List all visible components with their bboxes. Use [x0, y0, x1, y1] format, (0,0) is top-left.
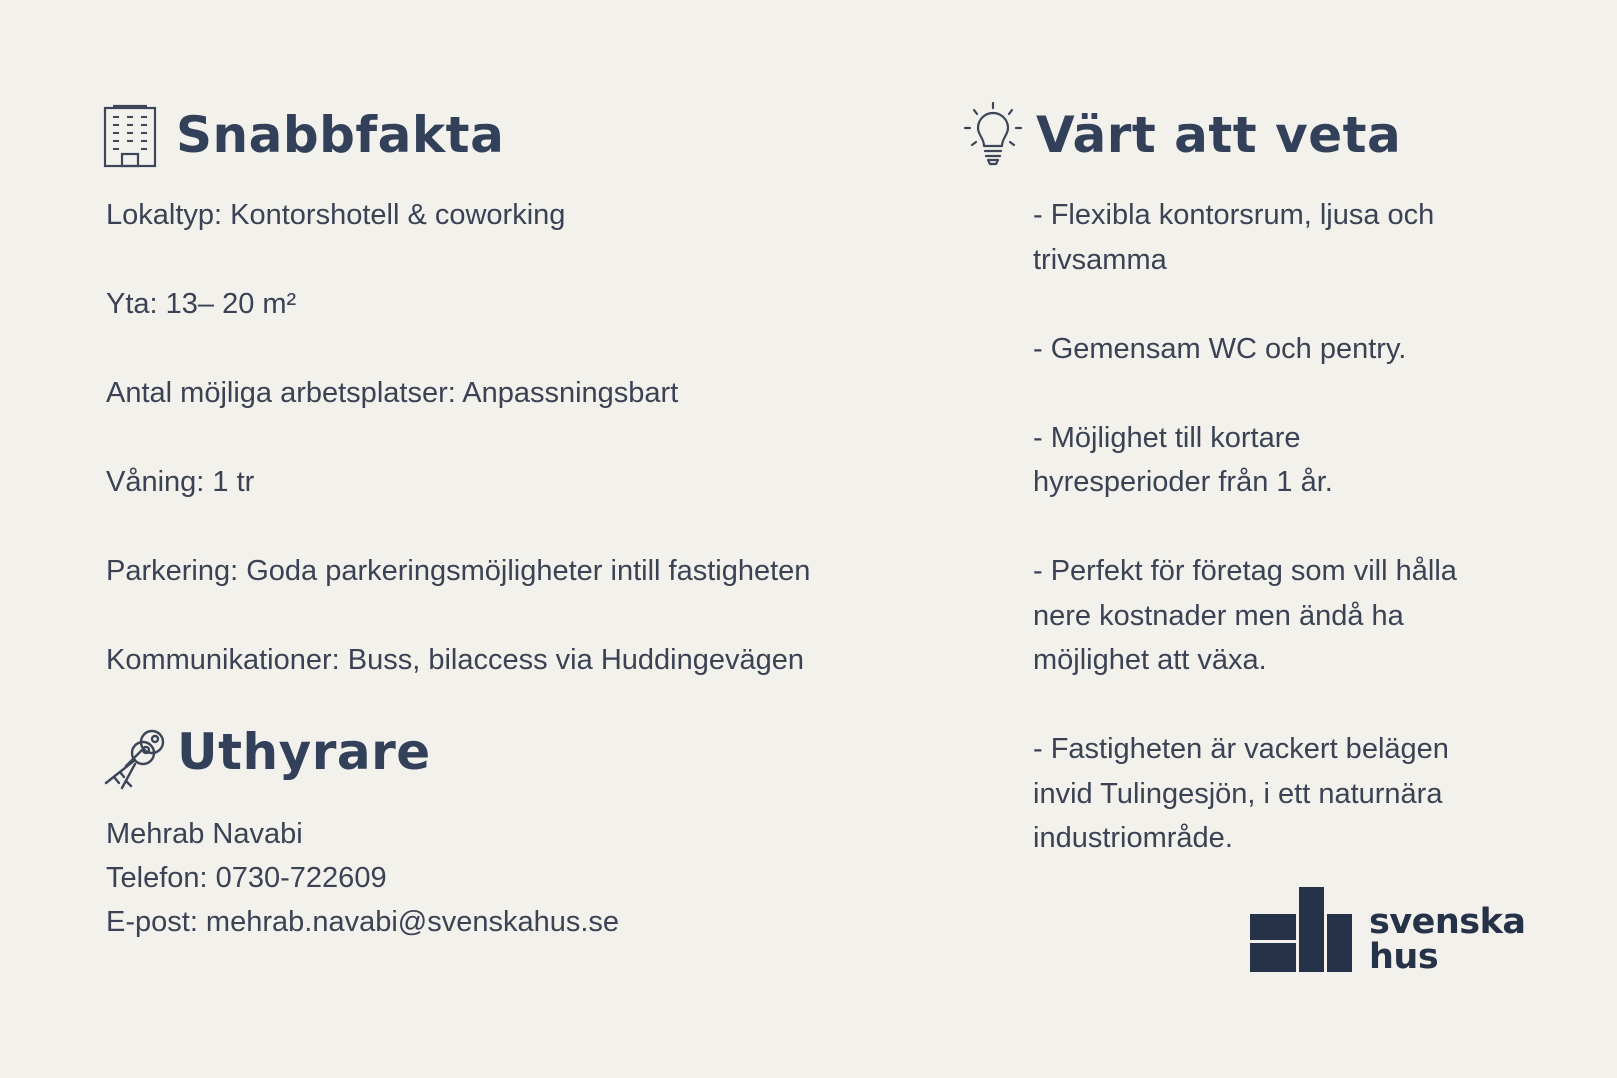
- list-item: - Flexibla kontorsrum, ljusa och trivsamma: [1033, 199, 1435, 276]
- fact-floor: Våning: 1 tr: [106, 466, 255, 498]
- fact-transport: Kommunikationer: Buss, bilaccess via Huddingevägen: [106, 644, 804, 676]
- landlord-name: Mehrab Navabi: [106, 818, 303, 850]
- fact-parking: Parkering: Goda parkeringsmöjligheter intill fastigheten: [106, 555, 811, 587]
- landlord-contact: [106, 812, 619, 944]
- landlord-phone[interactable]: Telefon: 0730-722609: [106, 862, 387, 894]
- fact-area: Yta: 13– 20 m²: [106, 288, 297, 320]
- quick-facts-list: [106, 193, 810, 683]
- list-item: - Möjlighet till kortare hyresperioder från 1 år.: [1033, 421, 1333, 498]
- list-item: - Gemensam WC och pentry.: [1033, 332, 1407, 365]
- quick-facts-title: Snabbfakta: [176, 106, 505, 164]
- logo-text-line1: svenska: [1369, 902, 1526, 942]
- landlord-title: Uthyrare: [177, 723, 431, 781]
- logo-wordmark: [1369, 902, 1526, 977]
- fact-premises-type: Lokaltyp: Kontorshotell & coworking: [106, 199, 566, 231]
- keys-icon: [102, 726, 168, 792]
- building-icon: [103, 104, 157, 168]
- svenska-hus-logo: [1250, 884, 1356, 974]
- fact-workplaces: Antal möjliga arbetsplatser: Anpassningsbart: [106, 377, 679, 409]
- list-item: - Fastigheten är vackert belägen invid Tulingesjön, i ett naturnära industriområde.: [1033, 733, 1449, 854]
- lightbulb-icon: [963, 102, 1023, 168]
- worth-knowing-list: [1033, 193, 1457, 905]
- landlord-email[interactable]: E-post: mehrab.navabi@svenskahus.se: [106, 906, 620, 938]
- list-item: - Perfekt för företag som vill hålla nere kostnader men ändå ha möjlighet att växa.: [1033, 555, 1457, 676]
- logo-text-line2: hus: [1369, 937, 1439, 977]
- worth-knowing-title: Värt att veta: [1036, 106, 1402, 164]
